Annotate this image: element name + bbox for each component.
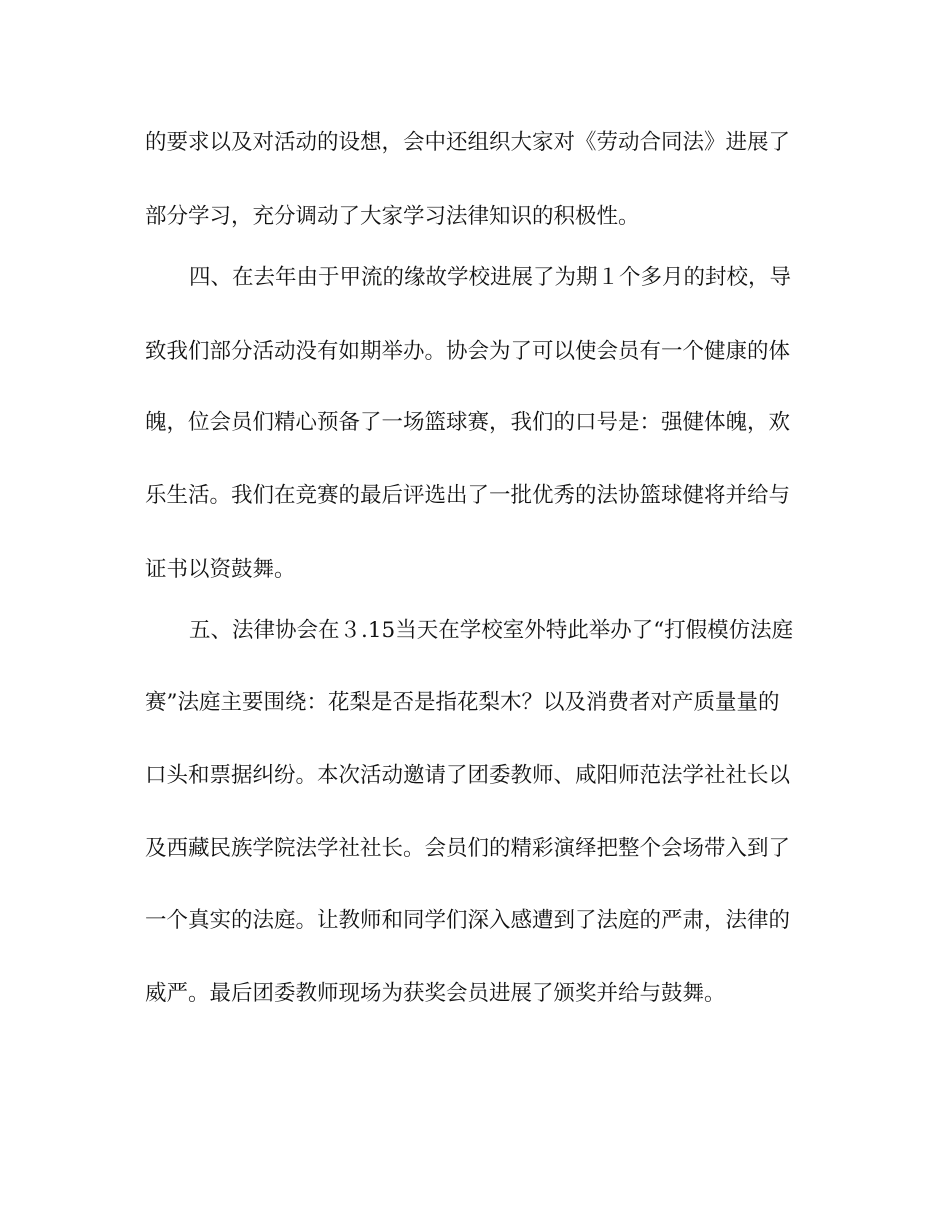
paragraph-first-line: 五、法律协会在３.15当天在学校室外特此举办了“打假模仿法庭	[189, 618, 794, 643]
text-line: 威严。最后团委教师现场为获奖会员进展了颁奖并给与鼓舞。	[145, 981, 726, 1006]
text-line: 魄，位会员们精心预备了一场篮球赛，我们的口号是：强健体魄，欢	[145, 410, 791, 435]
text-line: 一个真实的法庭。让教师和同学们深入感遭到了法庭的严肃，法律的	[145, 908, 791, 933]
text-line: 及西藏民族学院法学社社长。会员们的精彩演绎把整个会场带入到了	[145, 836, 791, 861]
text-line: 口头和票据纠纷。本次活动邀请了团委教师、咸阳师范法学社社长以	[145, 763, 791, 788]
text-line: 致我们部分活动没有如期举办。协会为了可以使会员有一个健康的体	[145, 339, 791, 364]
paragraph-first-line: 四、在去年由于甲流的缘故学校进展了为期１个多月的封校，导	[189, 265, 792, 290]
text-line: 证书以资鼓舞。	[145, 557, 296, 582]
text-line: 部分学习，充分调动了大家学习法律知识的积极性。	[145, 204, 640, 229]
text-line: 的要求以及对活动的设想，会中还组织大家对《劳动合同法》进展了	[145, 130, 791, 155]
text-line: 赛”法庭主要围绕：花梨是否是指花梨木？以及消费者对产质量量的	[145, 690, 780, 715]
text-line: 乐生活。我们在竞赛的最后评选出了一批优秀的法协篮球健将并给与	[145, 483, 791, 508]
